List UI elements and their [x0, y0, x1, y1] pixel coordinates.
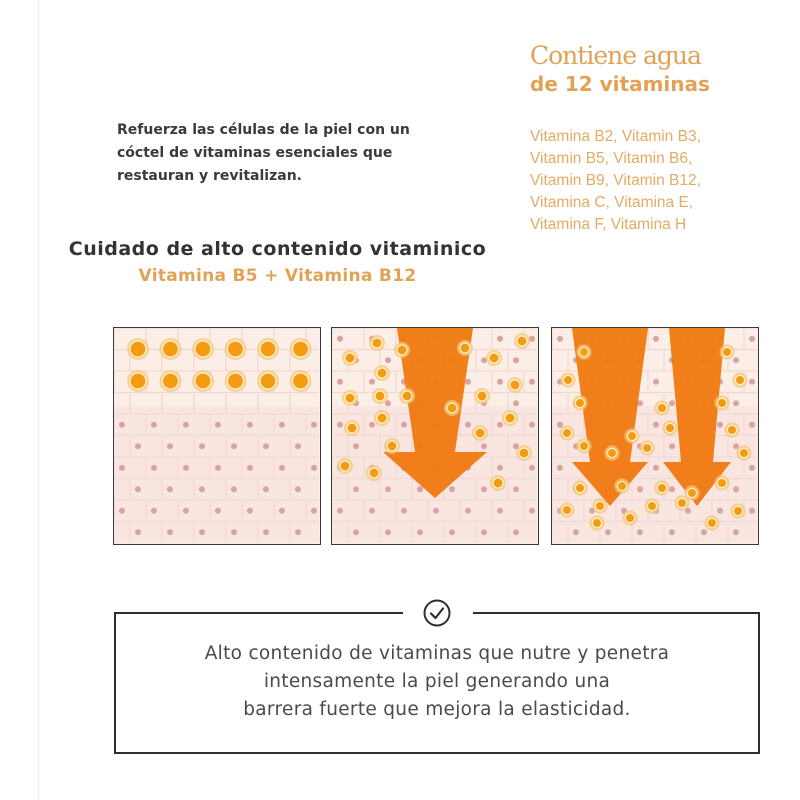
cell-nucleus: [481, 443, 487, 449]
cell-nucleus: [199, 443, 205, 449]
cell-nucleus: [465, 379, 471, 385]
cell-nucleus: [637, 486, 643, 492]
page-edge-line: [38, 0, 39, 800]
intro-text: [117, 119, 427, 188]
cell-nucleus: [701, 529, 707, 535]
cell-nucleus: [465, 422, 471, 428]
vitamin-drop-icon: [163, 373, 179, 389]
vitamin-drop-icon: [657, 483, 666, 492]
cell-nucleus: [557, 465, 563, 471]
skin-panel-single-arrow: [331, 327, 539, 545]
vitamin-drop-icon: [722, 347, 731, 356]
cell-nucleus: [733, 400, 739, 406]
cell-nucleus: [199, 529, 205, 535]
cell-nucleus: [247, 422, 253, 428]
vitamin-list-line: Vitamina C, Vitamina E,: [530, 194, 694, 211]
cell-nucleus: [215, 508, 221, 514]
cell-nucleus: [417, 529, 423, 535]
cell-nucleus: [247, 508, 253, 514]
cell-nucleus: [669, 400, 675, 406]
vitamin-drop-icon: [293, 341, 309, 357]
cell-nucleus: [749, 508, 755, 514]
vitamin-drop-icon: [579, 441, 588, 450]
vitamin-list: [530, 126, 770, 236]
cell-nucleus: [449, 529, 455, 535]
cell-nucleus: [151, 422, 157, 428]
cell-nucleus: [353, 529, 359, 535]
header-title: Contiene agua: [530, 41, 701, 70]
vitamin-drop-icon: [130, 373, 146, 389]
vitamin-drop-icon: [707, 518, 716, 527]
cell-nucleus: [151, 465, 157, 471]
vitamin-drop-icon: [562, 428, 571, 437]
cell-nucleus: [263, 443, 269, 449]
vitamin-drop-icon: [517, 336, 527, 346]
cell-nucleus: [497, 422, 503, 428]
cell-nucleus: [119, 422, 125, 428]
vitamin-drop-icon: [510, 380, 520, 390]
vitamin-drop-icon: [563, 375, 572, 384]
vitamin-drop-icon: [595, 501, 604, 510]
cell-nucleus: [337, 508, 343, 514]
care-subtitle: Vitamina B5 + Vitamina B12: [138, 266, 417, 286]
cell-nucleus: [513, 529, 519, 535]
description-line: Alto contenido de vitaminas que nutre y penetra: [204, 643, 670, 664]
cell-nucleus: [135, 486, 141, 492]
cell-nucleus: [247, 465, 253, 471]
intro-line: cóctel de vitaminas esenciales que: [117, 145, 393, 161]
vitamin-drop-icon: [447, 403, 457, 413]
vitamin-drop-icon: [397, 345, 407, 355]
vitamin-drop-icon: [460, 343, 470, 353]
cell-nucleus: [263, 486, 269, 492]
vitamin-drop-icon: [717, 478, 726, 487]
vitamin-drop-icon: [617, 481, 626, 490]
cell-nucleus: [311, 422, 317, 428]
description-text: [114, 640, 760, 724]
cell-nucleus: [167, 486, 173, 492]
cell-nucleus: [401, 422, 407, 428]
cell-nucleus: [749, 379, 755, 385]
vitamin-drop-icon: [475, 428, 485, 438]
cell-nucleus: [573, 529, 579, 535]
cell-nucleus: [167, 443, 173, 449]
cell-nucleus: [263, 529, 269, 535]
vitamin-drop-icon: [387, 441, 397, 451]
vitamin-drop-icon: [739, 448, 748, 457]
cell-nucleus: [497, 508, 503, 514]
vitamin-list-line: Vitamina F, Vitamina H: [530, 216, 687, 233]
cell-nucleus: [353, 486, 359, 492]
cell-nucleus: [279, 465, 285, 471]
vitamin-drop-icon: [717, 398, 726, 407]
cell-nucleus: [481, 529, 487, 535]
cell-nucleus: [385, 529, 391, 535]
cell-nucleus: [279, 508, 285, 514]
cell-nucleus: [337, 336, 343, 342]
cell-nucleus: [433, 508, 439, 514]
vitamin-drop-icon: [347, 423, 357, 433]
vitamin-drop-icon: [489, 353, 499, 363]
cell-nucleus: [311, 465, 317, 471]
cell-nucleus: [369, 379, 375, 385]
cell-nucleus: [183, 465, 189, 471]
cell-nucleus: [529, 422, 535, 428]
cell-nucleus: [167, 529, 173, 535]
cell-nucleus: [417, 486, 423, 492]
vitamin-drop-icon: [195, 341, 211, 357]
vitamin-drop-icon: [592, 518, 601, 527]
cell-nucleus: [529, 379, 535, 385]
skin-illustration-deep-penetration: [552, 328, 757, 543]
vitamin-drop-icon: [369, 468, 379, 478]
vitamin-list-line: Vitamina B2, Vitamin B3,: [530, 128, 701, 145]
cell-nucleus: [279, 422, 285, 428]
vitamin-drop-icon: [345, 353, 355, 363]
cell-nucleus: [183, 508, 189, 514]
vitamin-drop-icon: [575, 398, 584, 407]
cell-nucleus: [215, 422, 221, 428]
skin-panel-surface: [113, 327, 321, 545]
cell-nucleus: [295, 486, 301, 492]
vitamin-drop-icon: [607, 448, 616, 457]
cell-nucleus: [385, 486, 391, 492]
cell-nucleus: [749, 422, 755, 428]
vitamin-drop-icon: [477, 391, 487, 401]
cell-nucleus: [481, 486, 487, 492]
vitamin-drop-icon: [375, 391, 385, 401]
vitamin-drop-icon: [579, 347, 588, 356]
vitamin-drop-icon: [657, 403, 666, 412]
cell-nucleus: [199, 486, 205, 492]
vitamin-drop-icon: [260, 373, 276, 389]
cell-nucleus: [733, 529, 739, 535]
cell-nucleus: [497, 465, 503, 471]
cell-nucleus: [557, 336, 563, 342]
cell-nucleus: [637, 529, 643, 535]
cell-nucleus: [497, 379, 503, 385]
cell-nucleus: [369, 422, 375, 428]
vitamin-drop-icon: [377, 413, 387, 423]
vitamin-drop-icon: [505, 413, 515, 423]
cell-nucleus: [717, 508, 723, 514]
vitamin-drop-icon: [727, 425, 736, 434]
vitamin-drop-icon: [345, 393, 355, 403]
vitamin-drop-icon: [493, 478, 503, 488]
vitamin-list-line: Vitamin B5, Vitamin B6,: [530, 150, 693, 167]
cell-nucleus: [733, 357, 739, 363]
vitamin-drop-icon: [340, 461, 350, 471]
intro-line: restauran y revitalizan.: [117, 168, 302, 184]
description-line: intensamente la piel generando una: [263, 671, 611, 692]
cell-nucleus: [135, 529, 141, 535]
cell-nucleus: [119, 465, 125, 471]
cell-nucleus: [151, 508, 157, 514]
cell-nucleus: [513, 486, 519, 492]
skin-illustration-penetration: [332, 328, 537, 543]
vitamin-drop-icon: [677, 498, 686, 507]
vitamin-drop-icon: [735, 375, 744, 384]
cell-nucleus: [653, 336, 659, 342]
cell-nucleus: [513, 357, 519, 363]
cell-nucleus: [529, 465, 535, 471]
vitamin-drop-icon: [228, 373, 244, 389]
vitamin-drop-icon: [163, 341, 179, 357]
cell-nucleus: [557, 422, 563, 428]
cell-nucleus: [749, 465, 755, 471]
vitamin-list-line: Vitamin B9, Vitamin B12,: [530, 172, 701, 189]
cell-nucleus: [653, 422, 659, 428]
cell-nucleus: [337, 379, 343, 385]
vitamin-drop-icon: [372, 338, 382, 348]
cell-nucleus: [337, 422, 343, 428]
vitamin-drop-icon: [647, 501, 656, 510]
vitamin-drop-icon: [228, 341, 244, 357]
vitamin-drop-icon: [377, 368, 387, 378]
cell-nucleus: [529, 508, 535, 514]
skin-panel-double-arrow: [551, 327, 759, 545]
skin-illustration-surface: [114, 328, 319, 543]
cell-nucleus: [385, 357, 391, 363]
cell-nucleus: [449, 486, 455, 492]
vitamin-drop-icon: [562, 505, 571, 514]
cell-nucleus: [513, 400, 519, 406]
vitamin-drop-icon: [519, 448, 529, 458]
cell-nucleus: [669, 486, 675, 492]
vitamin-drop-icon: [687, 488, 696, 497]
vitamin-drop-icon: [665, 423, 674, 432]
cell-nucleus: [119, 508, 125, 514]
cell-nucleus: [653, 465, 659, 471]
vitamin-drop-icon: [642, 443, 651, 452]
cell-nucleus: [183, 422, 189, 428]
cell-nucleus: [497, 336, 503, 342]
cell-nucleus: [669, 443, 675, 449]
vitamin-drop-icon: [625, 513, 634, 522]
cell-nucleus: [215, 465, 221, 471]
cell-nucleus: [717, 422, 723, 428]
cell-nucleus: [733, 486, 739, 492]
cell-nucleus: [231, 529, 237, 535]
cell-nucleus: [353, 443, 359, 449]
cell-nucleus: [295, 443, 301, 449]
cell-nucleus: [135, 443, 141, 449]
vitamin-drop-icon: [733, 506, 742, 515]
care-title: Cuidado de alto contenido vitaminico: [68, 238, 487, 260]
cell-nucleus: [605, 529, 611, 535]
cell-nucleus: [311, 508, 317, 514]
description-line: barrera fuerte que mejora la elasticidad.: [243, 699, 631, 720]
vitamin-drop-icon: [260, 341, 276, 357]
cell-nucleus: [669, 529, 675, 535]
cell-nucleus: [295, 529, 301, 535]
vitamin-drop-icon: [195, 373, 211, 389]
cell-nucleus: [465, 508, 471, 514]
cell-nucleus: [401, 508, 407, 514]
cell-nucleus: [231, 486, 237, 492]
header-subtitle: de 12 vitaminas: [530, 72, 710, 96]
cell-nucleus: [749, 336, 755, 342]
cell-nucleus: [653, 379, 659, 385]
cell-nucleus: [369, 508, 375, 514]
vitamin-drop-icon: [402, 391, 412, 401]
cell-nucleus: [231, 443, 237, 449]
vitamin-drop-icon: [627, 431, 636, 440]
vitamin-drop-icon: [575, 483, 584, 492]
vitamin-drop-icon: [293, 373, 309, 389]
vitamin-drop-icon: [130, 341, 146, 357]
intro-line: Refuerza las células de la piel con un: [117, 122, 410, 138]
